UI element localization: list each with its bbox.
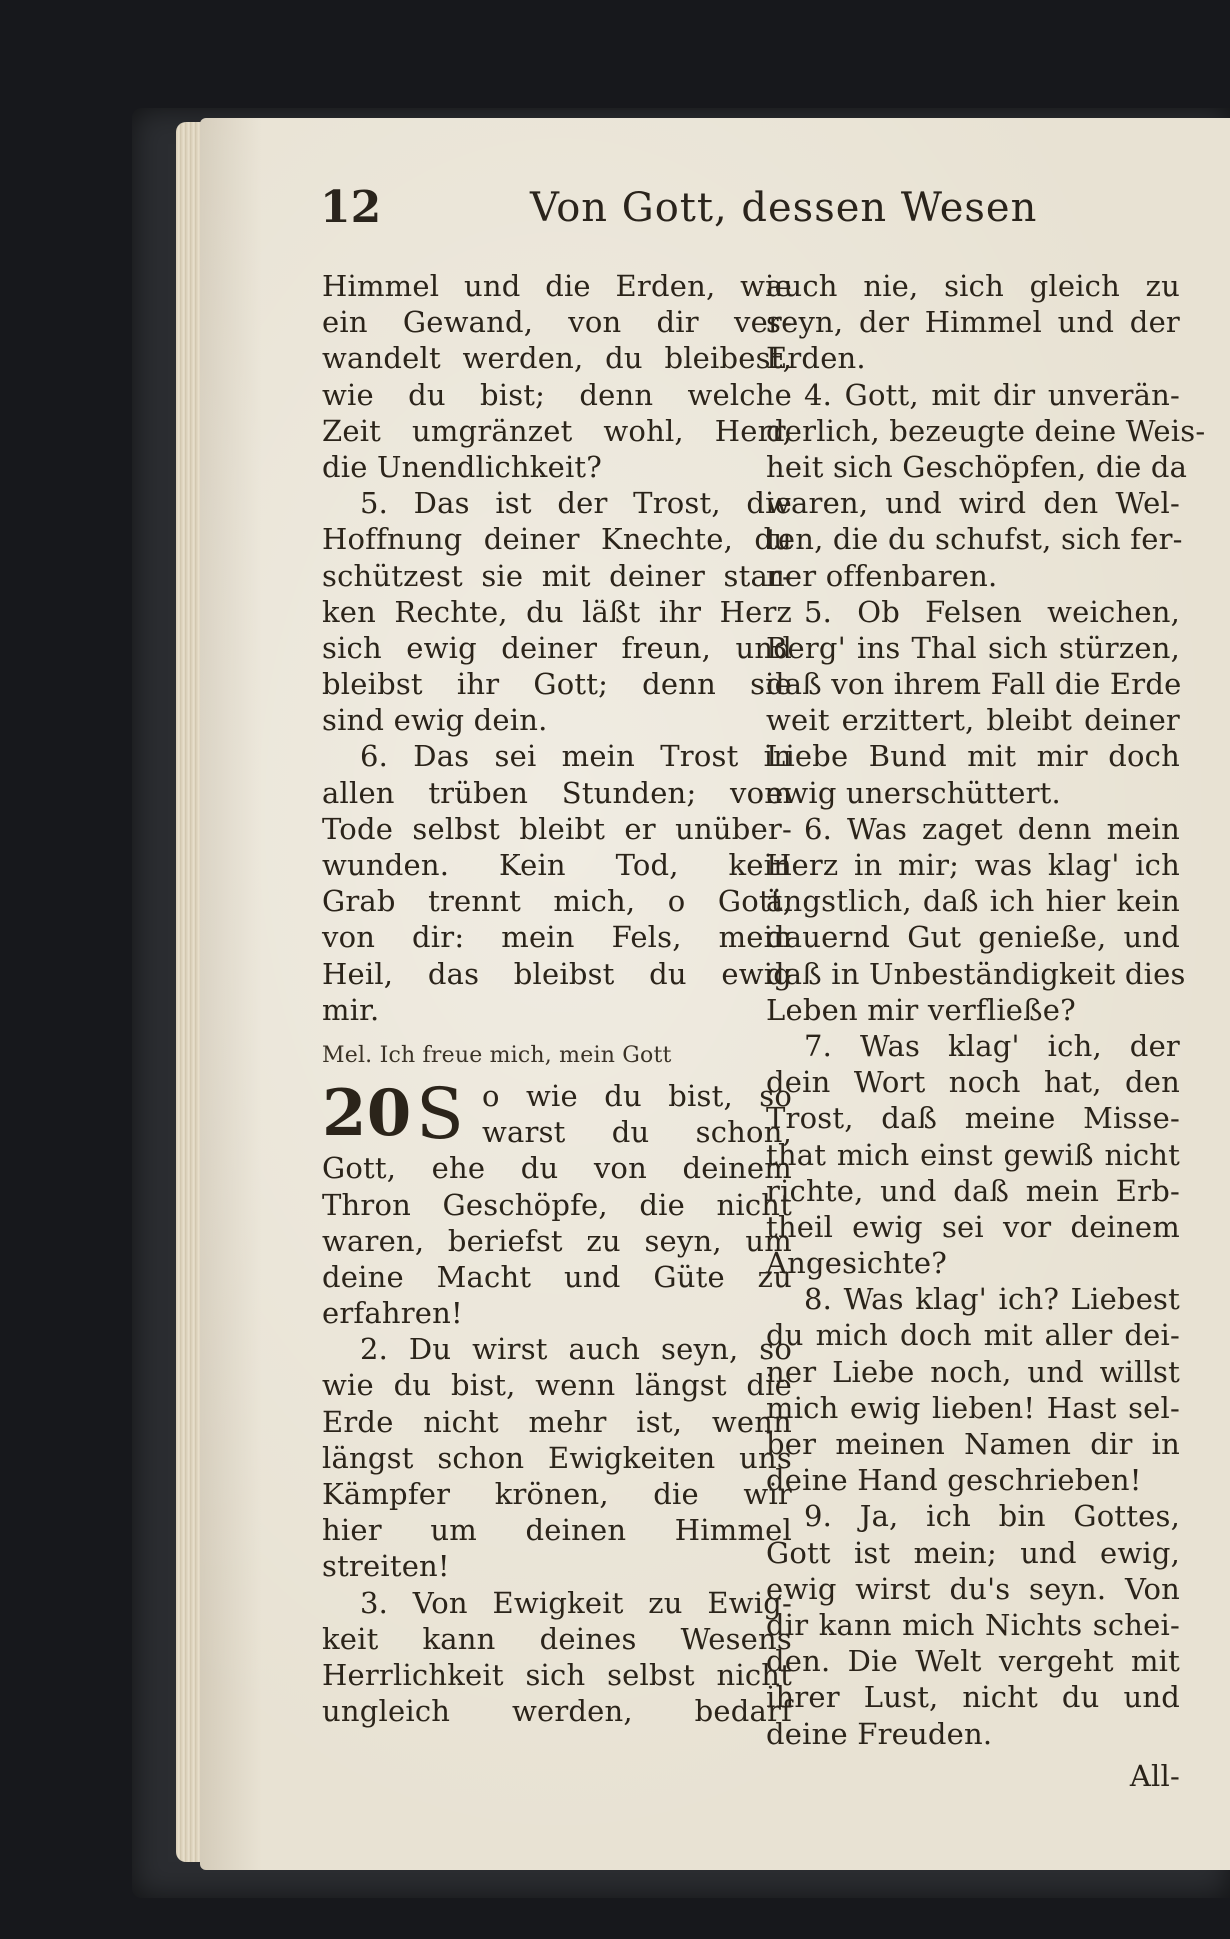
hymn-first-lines xyxy=(482,1078,792,1150)
text-line: heit sich Geschöpfen, die da xyxy=(766,449,1188,484)
text-line: Berg' ins Thal sich stürzen, xyxy=(766,630,1180,665)
text-line: sind ewig dein. xyxy=(322,703,548,738)
text-line: richte, und daß mein Erb- xyxy=(766,1173,1180,1208)
text-line: deine Hand geschrieben! xyxy=(766,1463,1142,1498)
book-page xyxy=(200,118,1230,1870)
page-number: 12 xyxy=(320,182,382,233)
text-line: 5. Ob Felsen weichen, xyxy=(804,594,1180,629)
text-line: Erde nicht mehr ist, wenn xyxy=(322,1404,792,1439)
text-line: wie du bist; denn welche xyxy=(322,377,792,412)
text-line: warst du schon, xyxy=(482,1115,792,1150)
text-line: ein Gewand, von dir ver- xyxy=(322,305,792,340)
text-line: deine Macht und Güte zu xyxy=(322,1259,792,1294)
text-line: sich ewig deiner freun, und xyxy=(322,630,792,665)
text-line: Zeit umgränzet wohl, Herr, xyxy=(322,413,792,448)
text-line: 6. Das sei mein Trost in xyxy=(360,739,792,774)
text-line: ten, die du schufst, sich fer- xyxy=(766,522,1183,557)
text-line: wie du bist, wenn längst die xyxy=(322,1368,792,1403)
text-line: weit erzittert, bleibt deiner xyxy=(766,703,1180,738)
text-line: die Unendlichkeit? xyxy=(322,449,603,484)
text-line: seyn, der Himmel und der xyxy=(766,305,1180,340)
text-line: Angesichte? xyxy=(766,1246,947,1281)
text-line: wunden. Kein Tod, kein xyxy=(322,848,792,882)
text-line: erfahren! xyxy=(322,1296,463,1331)
text-line: waren, und wird den Wel- xyxy=(766,486,1180,521)
text-line: 9. Ja, ich bin Gottes, xyxy=(804,1499,1180,1534)
hymn-start xyxy=(322,1072,792,1155)
text-line: Kämpfer krönen, die wir xyxy=(322,1477,792,1512)
text-line: ihrer Lust, nicht du und xyxy=(766,1680,1180,1715)
text-line: Liebe Bund mit mir doch xyxy=(766,739,1180,774)
text-line: mich ewig lieben! Hast sel- xyxy=(766,1390,1180,1425)
hymn-number: 20 xyxy=(322,1075,412,1151)
text-line: Gott ist mein; und ewig, xyxy=(766,1535,1180,1570)
text-line: Erden. xyxy=(766,341,866,376)
running-title: Von Gott, dessen Wesen xyxy=(530,185,1038,231)
text-line: ungleich werden, bedarf xyxy=(322,1694,792,1729)
text-line: Hoffnung deiner Knechte, du xyxy=(322,522,792,557)
text-line: ner Liebe noch, und willst xyxy=(766,1354,1180,1389)
text-line: Herrlichkeit sich selbst nicht xyxy=(322,1657,792,1692)
text-line: dauernd Gut genieße, und xyxy=(766,920,1180,955)
text-line: dein Wort noch hat, den xyxy=(766,1065,1180,1100)
text-line: hier um deinen Himmel xyxy=(322,1513,792,1548)
text-line: Leben mir verfließe? xyxy=(766,992,1076,1027)
text-line: theil ewig sei vor deinem xyxy=(766,1209,1180,1244)
left-column-top-text xyxy=(322,268,792,1028)
text-line: wandelt werden, du bleibest, xyxy=(322,341,792,376)
text-line: daß in Unbeständigkeit dies xyxy=(766,956,1186,991)
text-line: ewig wirst du's seyn. Von xyxy=(766,1571,1180,1606)
right-column xyxy=(766,268,1206,1796)
drop-cap: S xyxy=(416,1072,465,1155)
text-line: auch nie, sich gleich zu xyxy=(766,269,1180,303)
text-line: schützest sie mit deiner star- xyxy=(322,558,792,593)
catchword: All- xyxy=(1129,1758,1180,1793)
text-line: ken Rechte, du läßt ihr Herz xyxy=(322,594,792,629)
text-line: Grab trennt mich, o Gott, xyxy=(322,884,792,919)
text-line: 2. Du wirst auch seyn, so xyxy=(360,1332,792,1367)
page-header xyxy=(200,178,1180,238)
left-column-bottom-text xyxy=(322,1150,792,1729)
text-line: mir. xyxy=(322,992,380,1027)
text-line: that mich einst gewiß nicht xyxy=(766,1137,1180,1172)
text-line: dir kann mich Nichts schei- xyxy=(766,1607,1180,1642)
text-line: Himmel und die Erden, wie xyxy=(322,269,792,303)
text-line: du mich doch mit aller dei- xyxy=(766,1318,1180,1353)
text-line: Herz in mir; was klag' ich xyxy=(766,848,1180,882)
text-line: bleibst ihr Gott; denn sie xyxy=(322,667,792,702)
text-line: daß von ihrem Fall die Erde xyxy=(766,667,1182,702)
text-line: derlich, bezeugte deine Weis- xyxy=(766,413,1206,448)
text-line: 8. Was klag' ich? Liebest xyxy=(804,1282,1180,1317)
text-line: Tode selbst bleibt er unüber- xyxy=(322,811,792,846)
text-line: ber meinen Namen dir in xyxy=(766,1427,1180,1461)
text-line: deine Freuden. xyxy=(766,1716,993,1751)
text-line: ner offenbaren. xyxy=(766,558,998,593)
text-line: Heil, das bleibst du ewig xyxy=(322,956,792,991)
text-line: 7. Was klag' ich, der xyxy=(804,1028,1180,1063)
left-column xyxy=(322,268,792,1729)
melody-line: Mel. Ich freue mich, mein Gott xyxy=(322,1042,672,1068)
text-line: von dir: mein Fels, mein xyxy=(322,920,792,955)
text-line: 6. Was zaget denn mein xyxy=(804,811,1180,846)
text-line: streiten! xyxy=(322,1549,450,1584)
text-line: o wie du bist, so xyxy=(482,1078,792,1113)
text-line: allen trüben Stunden; vom xyxy=(322,775,792,810)
text-line: ewig unerschüttert. xyxy=(766,775,1061,810)
text-line: Thron Geschöpfe, die nicht xyxy=(322,1187,792,1222)
text-line: keit kann deines Wesens xyxy=(322,1621,792,1656)
text-line: 3. Von Ewigkeit zu Ewig- xyxy=(360,1585,792,1620)
text-line: Trost, daß meine Misse- xyxy=(766,1101,1180,1136)
text-line: den. Die Welt vergeht mit xyxy=(766,1644,1180,1679)
text-line: ängstlich, daß ich hier kein xyxy=(766,884,1180,919)
text-line: längst schon Ewigkeiten uns xyxy=(322,1440,792,1475)
text-line: 4. Gott, mit dir unverän- xyxy=(804,377,1180,412)
text-line: waren, beriefst zu seyn, um xyxy=(322,1223,792,1258)
text-line: Gott, ehe du von deinem xyxy=(322,1151,792,1186)
text-line: 5. Das ist der Trost, die xyxy=(360,486,792,521)
